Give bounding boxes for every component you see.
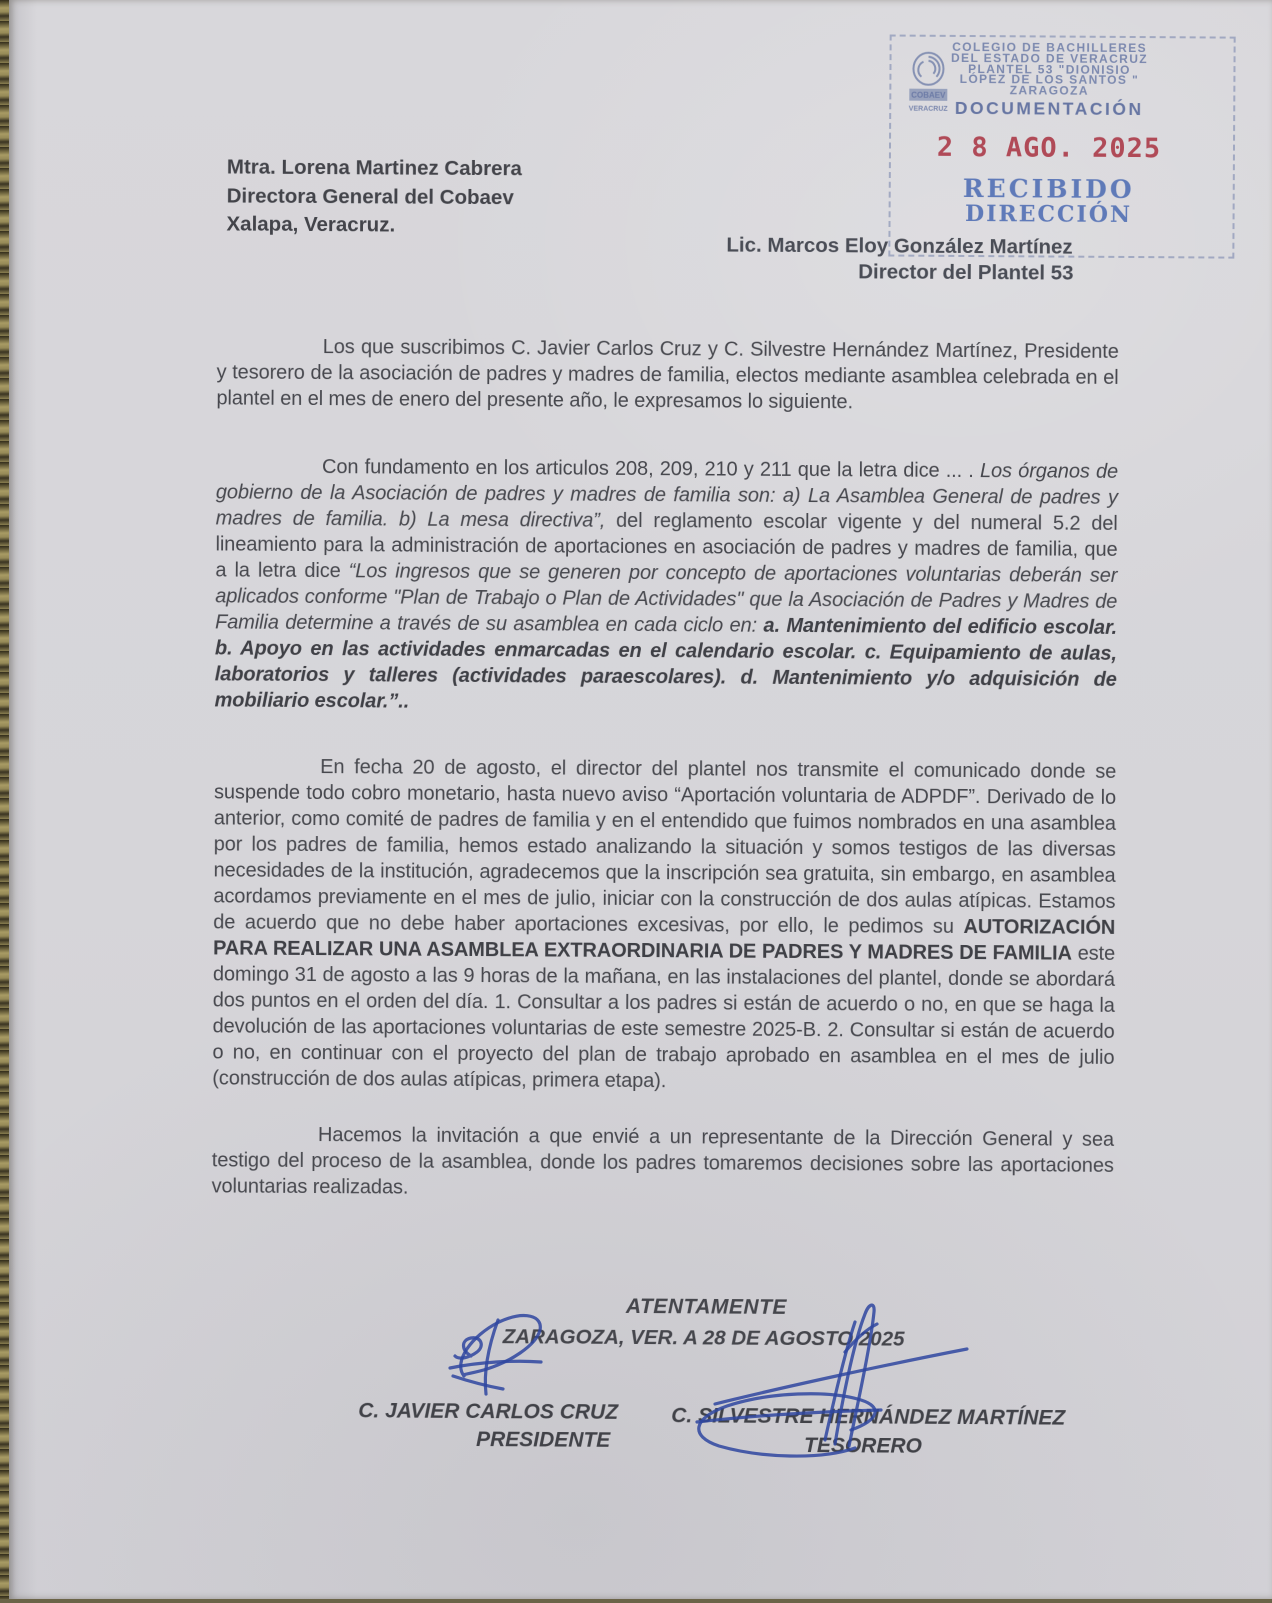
paragraph	[215, 453, 1119, 719]
text-run: Los que suscribimos C. Javier Carlos Cruz y C. Silvestre Hernández Martínez, Presidente y tesorero de la asociación de padres y madres de familia, electos mediante asamblea celebrada en el plantel en el mes de enero del presente año, le expresamos lo siguiente.	[216, 336, 1119, 414]
text-run: En fecha 20 de agosto, el director del plantel nos transmite el comunicado donde se suspende todo cobro monetario, hasta nuevo aviso “Aportación voluntaria de ADPDF”. Derivado de lo anterior, como comité de padres de familia y en el entendido que fuimos nombrados en una asamblea por los padres de familia, hemos estado analizando la situación y somos testigos de las diversas necesidades de la institución, agradecemos que la inscripción sea gratuita, sin embargo, en asamblea acordamos previamente en el mes de julio, iniciar con la construcción de dos aulas atípicas. Estamos de acuerdo que no debe haber aportaciones excesivas, por ello, le pedimos su	[213, 756, 1117, 938]
stamp-received-office: DIRECCIÓN	[964, 200, 1133, 229]
text-run: AUTORIZACIÓN PARA REALIZAR UNA ASAMBLEA EXTRAORDINARIA DE PADRES Y MADRES DE FAMILIA	[213, 915, 1116, 965]
stamp-received-label: RECIBIDO	[962, 173, 1135, 205]
sender-name: Lic. Marcos Eloy González Martínez	[726, 233, 1073, 259]
text-run: a. Mantenimiento del edificio escolar. b. Apoyo en las actividades enmarcadas en el calendario escolar. c. Equipamiento de aulas, laboratorios y talleres (actividades paraescolares). d. Mantenimiento y/o adquisición de mobiliario escolar.”..	[214, 614, 1118, 713]
recipient-title: Directora General del Cobaev	[226, 183, 514, 209]
text-run: del reglamento escolar vigente y del numeral 5.2 del lineamiento para la administración de aportaciones en asociación de padres y madres de familia, que a la letra dice	[215, 509, 1118, 583]
text-run: Con fundamento en los articulos 208, 209, 210 y 211 que la letra dice ... .	[321, 456, 981, 483]
stamp-header-line: DEL ESTADO DE VERACRUZ	[950, 50, 1149, 66]
text-run: “Los ingresos que se generen por concepto de aportaciones voluntarias deberán ser aplicados conforme "Plan de Trabajo o Plan de Actividades" que la Asociación de Padres y Madres de Familia determine a través de su asamblea en cada ciclo en:	[215, 560, 1118, 637]
stamp-header-line: ZARAGOZA	[1009, 83, 1089, 98]
logo-cobaev-text: COBAEV	[911, 90, 946, 100]
closing-salutation: ATENTAMENTE	[625, 1294, 788, 1319]
signer-president-role: PRESIDENTE	[476, 1428, 611, 1452]
stamp-header-line: LÓPEZ DE LOS SANTOS "	[959, 72, 1140, 88]
recipient-name: Mtra. Lorena Martinez Cabrera	[226, 155, 522, 181]
recipient-block	[226, 153, 522, 240]
letter-content	[4, 0, 1272, 1603]
paragraph	[212, 753, 1116, 1097]
closing-place-date: ZARAGOZA, VER. A 28 DE AGOSTO 2025	[502, 1325, 905, 1351]
stamp-header-line: PLANTEL 53 "DIONISIO	[968, 61, 1131, 77]
logo-veracruz-text: VERACRUZ	[908, 105, 948, 113]
body-paragraphs	[212, 333, 1119, 1204]
signer-treasurer-name: C. SILVESTRE HERNÁNDEZ MARTÍNEZ	[671, 1404, 1066, 1430]
signer-treasurer-role: TESORERO	[803, 1434, 922, 1458]
paragraph	[216, 333, 1118, 417]
signer-president-name: C. JAVIER CARLOS CRUZ	[358, 1399, 619, 1424]
stamp-header	[921, 39, 1177, 98]
text-run: este domingo 31 de agosto a las 9 horas de la mañana, en las instalaciones del plantel, donde se abordará dos puntos en el orden del día. 1. Consultar a los padres si están de acuerdo o no, en que se haga la devolución de las aportaciones voluntarias de este semestre 2025-B. 2. Consultar si están de acuerdo o no, en continuar con el proyecto del plan de trabajo aprobado en asamblea en el mes de julio (construcción de dos aulas atípicas, primera etapa).	[212, 942, 1116, 1093]
letter-page	[9, 0, 1272, 1599]
sender-title: Director del Plantel 53	[858, 260, 1074, 285]
stamp-header-line: COLEGIO DE BACHILLERES	[952, 39, 1148, 56]
stamp-department: DOCUMENTACIÓN	[954, 97, 1144, 120]
text-run: Hacemos la invitación a que envié a un representante de la Dirección General y sea testigo del proceso de la asamblea, donde los padres tomaremos decisiones sobre las aportaciones voluntarias realizadas.	[211, 1124, 1114, 1199]
received-stamp	[888, 35, 1235, 259]
recipient-city: Xalapa, Veracruz.	[226, 212, 396, 237]
text-run: Los órganos de gobierno de la Asociación de padres y madres de familia son: a) La Asamblea General de padres y madres de familia. b) La mesa directiva”,	[215, 460, 1119, 532]
stamp-date: 2 8 AGO. 2025	[936, 131, 1162, 165]
paragraph	[212, 1121, 1114, 1205]
